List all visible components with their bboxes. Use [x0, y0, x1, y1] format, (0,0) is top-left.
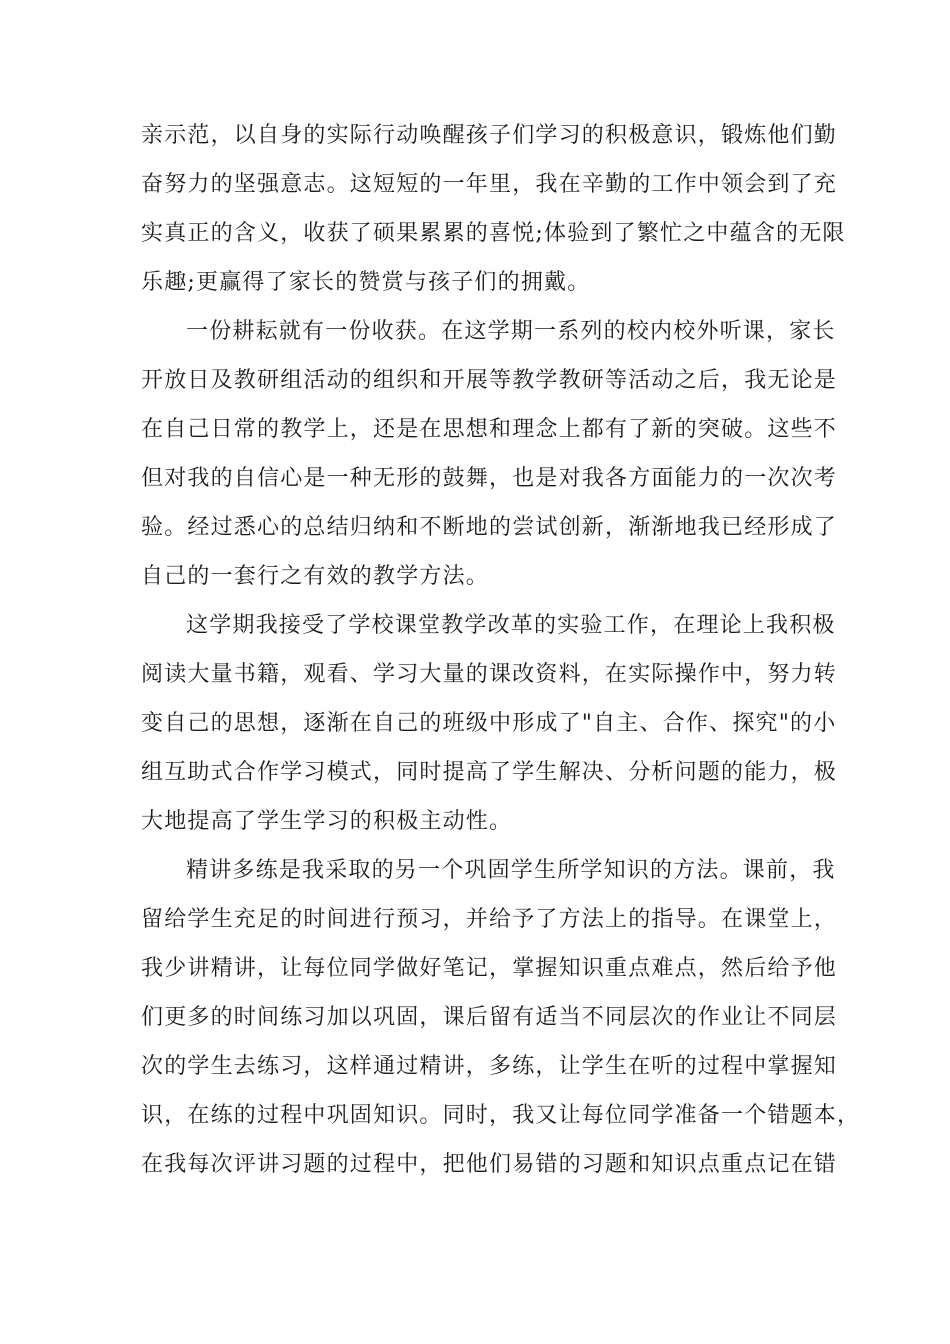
document-body: [141, 111, 861, 1189]
text-line: 我少讲精讲，让每位同学做好笔记，掌握知识重点难点，然后给予他: [141, 956, 838, 981]
text-line: 验。经过悉心的总结归纳和不断地的尝试创新，渐渐地我已经形成了: [141, 515, 838, 540]
text-line: 乐趣;更赢得了家长的赞赏与孩子们的拥戴。: [141, 270, 591, 295]
text-line: 但对我的自信心是一种无形的鼓舞，也是对我各方面能力的一次次考: [141, 466, 838, 491]
paragraph-1: [141, 111, 846, 307]
text-line: 次的学生去练习，这样通过精讲，多练，让学生在听的过程中掌握知: [141, 1054, 838, 1079]
text-line: 亲示范，以自身的实际行动唤醒孩子们学习的积极意识，锻炼他们勤: [141, 123, 838, 148]
text-line: 开放日及教研组活动的组织和开展等教学教研等活动之后，我无论是: [141, 368, 838, 393]
text-line: 留给学生充足的时间进行预习，并给予了方法上的指导。在课堂上，: [141, 907, 838, 932]
paragraph-2: [141, 307, 838, 601]
text-line: 阅读大量书籍，观看、学习大量的课改资料，在实际操作中，努力转: [141, 662, 838, 687]
paragraph-3: [141, 601, 838, 846]
text-line: 组互助式合作学习模式，同时提高了学生解决、分析问题的能力，极: [141, 760, 838, 785]
text-line: 精讲多练是我采取的另一个巩固学生所学知识的方法。课前，我: [186, 858, 836, 883]
text-line: 这学期我接受了学校课堂教学改革的实验工作，在理论上我积极: [186, 613, 836, 638]
text-line: 大地提高了学生学习的积极主动性。: [141, 809, 513, 834]
text-line: 自己的一套行之有效的教学方法。: [141, 564, 490, 589]
text-line: 一份耕耘就有一份收获。在这学期一系列的校内校外听课，家长: [186, 319, 836, 344]
paragraph-4: [141, 846, 861, 1189]
text-line: 识，在练的过程中巩固知识。同时，我又让每位同学准备一个错题本，: [141, 1103, 861, 1128]
text-line: 奋努力的坚强意志。这短短的一年里，我在辛勤的工作中领会到了充: [141, 172, 838, 197]
text-line: 实真正的含义，收获了硕果累累的喜悦;体验到了繁忙之中蕴含的无限: [141, 221, 846, 246]
text-line: 们更多的时间练习加以巩固，课后留有适当不同层次的作业让不同层: [141, 1005, 838, 1030]
text-line: 在我每次评讲习题的过程中，把他们易错的习题和知识点重点记在错: [141, 1152, 838, 1177]
text-line: 变自己的思想，逐渐在自己的班级中形成了"自主、合作、探究"的小: [141, 711, 837, 736]
text-line: 在自己日常的教学上，还是在思想和理念上都有了新的突破。这些不: [141, 417, 838, 442]
